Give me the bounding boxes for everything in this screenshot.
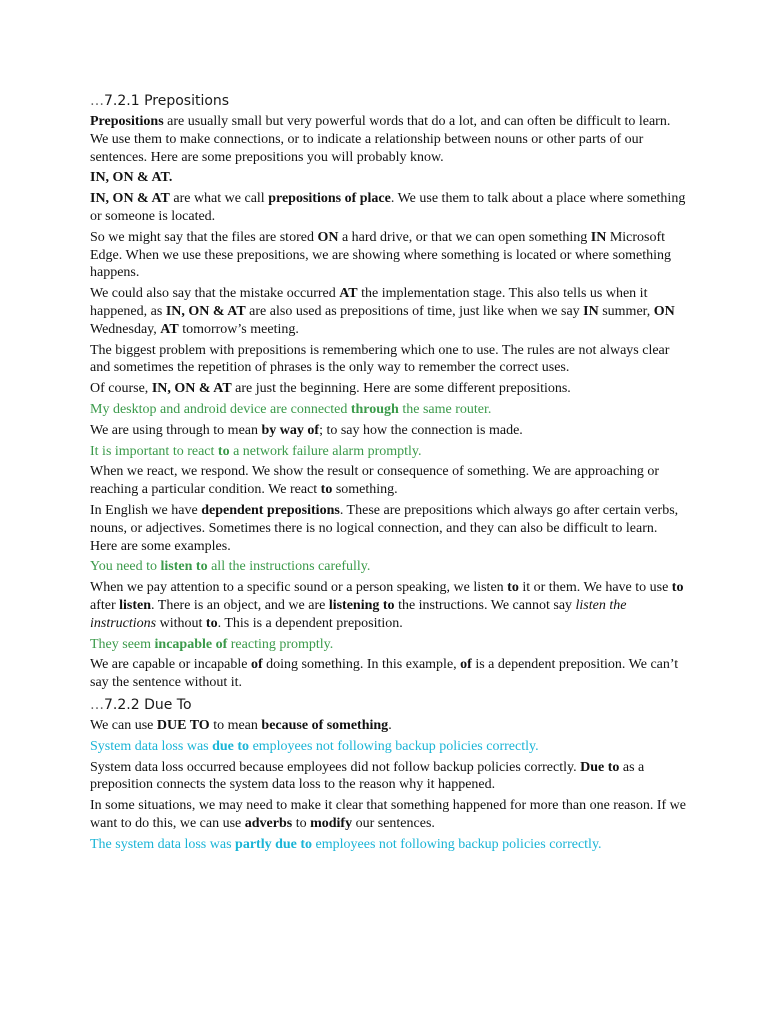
text-run: summer,: [598, 303, 654, 319]
bold-text: incapable of: [154, 636, 228, 652]
text-run: is a dependent preposition. We can’t say the sentence without it.: [90, 657, 679, 691]
text-run: Wednesday,: [90, 321, 161, 337]
text-run: In English we have: [90, 502, 202, 518]
text-run: The biggest problem with prepositions is remembering which one to use. The rules are not always clear and sometimes the repetition of phrases is the only way to remember the correct uses.: [90, 342, 670, 376]
bold-text: listening to: [328, 597, 395, 613]
text-run: the instructions. We cannot say: [394, 597, 576, 613]
bold-text: DUE TO: [156, 717, 210, 733]
text-run: When we pay attention to a specific sound or a person speaking, we listen: [90, 580, 508, 596]
section-heading: [90, 91, 686, 111]
text-run: When we react, we respond. We show the result or consequence of something. We are approaching or reaching a particular condition. We react: [90, 464, 660, 498]
text-run: after: [90, 597, 120, 613]
text-run: our sentences.: [352, 815, 435, 831]
text-run: the implementation stage. This also tells us when it happened, as: [90, 286, 648, 319]
text-run: to: [292, 815, 311, 831]
text-run: . We use them to talk about a place where something or someone is located.: [90, 191, 686, 224]
text-run: System data loss was: [90, 738, 213, 754]
paragraph: [90, 759, 686, 795]
bold-text: adverbs: [244, 815, 293, 831]
text-run: . There is an object, and we are: [151, 597, 329, 613]
example-sentence: [90, 738, 686, 756]
text-run: to mean: [209, 717, 262, 733]
text-run: You need to: [90, 559, 161, 575]
text-run: My desktop and android device are connected: [90, 401, 351, 417]
text-run: as a preposition connects the system data loss to the reason why it happened.: [90, 759, 645, 793]
paragraph: [90, 113, 686, 166]
italic-text: listen the instructions: [90, 597, 627, 631]
bold-text: listen: [119, 597, 152, 613]
text-run: a network failure alarm promptly.: [229, 443, 422, 459]
paragraph: [90, 422, 686, 440]
text-run: something.: [332, 482, 398, 498]
paragraph: [90, 190, 686, 226]
text-run: It is important to react: [90, 443, 218, 459]
text-run: So we might say that the files are stored: [90, 229, 318, 245]
paragraph: [90, 797, 686, 833]
text-run: The system data loss was: [90, 836, 236, 852]
bold-text: to: [320, 482, 333, 498]
section-heading: [90, 695, 686, 715]
paragraph: [90, 229, 686, 282]
bold-text: modify: [310, 815, 353, 831]
bold-text: to: [217, 443, 230, 459]
text-run: without: [156, 615, 206, 631]
text-run: tomorrow’s meeting.: [178, 321, 299, 337]
collapse-marker-icon[interactable]: …: [90, 93, 104, 109]
text-run: . These are prepositions which always go after certain verbs, nouns, or adjectives. Sometimes there is no logical connection, and they can also be difficult to learn. Here are some examples.: [90, 502, 679, 554]
text-run: We can use: [90, 717, 157, 733]
text-run: Microsoft Edge. When we use these prepositions, we are showing where something is located or where something happens.: [90, 229, 671, 281]
bold-text: of: [250, 657, 263, 673]
paragraph: [90, 579, 686, 632]
section-heading-text: 7.2.2 Due To: [104, 696, 192, 713]
section-heading-text: 7.2.1 Prepositions: [104, 93, 230, 109]
bold-text: IN: [590, 229, 607, 245]
bold-text: ON: [317, 229, 339, 245]
text-run: System data loss occurred because employees did not follow backup policies correctly.: [90, 759, 581, 775]
example-sentence: [90, 636, 686, 654]
bold-text: AT: [160, 321, 179, 337]
bold-text: AT: [339, 286, 358, 302]
bold-text: to: [671, 580, 684, 596]
text-run: In some situations, we may need to make it clear that something happened for more than one reason. If we want to do this, we can use: [90, 798, 686, 831]
bold-text: to: [507, 580, 519, 596]
bold-text: dependent prepositions: [201, 502, 340, 518]
text-run: employees not following backup policies correctly.: [249, 738, 539, 754]
bold-text: of: [460, 657, 472, 673]
text-run: are just the beginning. Here are some different prepositions.: [231, 381, 571, 397]
text-run: the same router.: [398, 401, 492, 417]
bold-text: prepositions of place: [268, 191, 391, 207]
bold-text: IN, ON & AT: [90, 191, 170, 207]
paragraph: [90, 380, 686, 398]
text-run: reacting promptly.: [227, 636, 334, 652]
bold-text: Prepositions: [90, 114, 164, 129]
document-page: [90, 91, 686, 856]
paragraph: [90, 463, 686, 499]
text-run: are also used as prepositions of time, just like when we say: [245, 303, 584, 319]
text-run: a hard drive, or that we can open something: [338, 229, 591, 245]
bold-text: because of something: [261, 717, 389, 733]
text-run: it or them. We have to use: [518, 580, 672, 596]
example-sentence: [90, 558, 686, 576]
bold-text: IN, ON & AT.: [90, 170, 173, 186]
paragraph: [90, 169, 686, 187]
text-run: We are using through to mean: [90, 422, 262, 438]
text-run: They seem: [90, 636, 155, 652]
bold-text: Due to: [580, 759, 620, 775]
text-run: ; to say how the connection is made.: [319, 422, 523, 438]
text-run: doing something. In this example,: [262, 657, 461, 673]
example-sentence: [90, 836, 686, 854]
text-run: We could also say that the mistake occurred: [90, 286, 340, 302]
bold-text: partly due to: [235, 836, 313, 852]
paragraph: [90, 502, 686, 555]
paragraph: [90, 717, 686, 735]
bold-text: by way of: [261, 422, 320, 438]
bold-text: through: [350, 401, 399, 417]
bold-text: listen to: [160, 559, 208, 575]
paragraph: [90, 285, 686, 338]
text-run: all the instructions carefully.: [207, 559, 371, 575]
paragraph: [90, 656, 686, 692]
text-run: are usually small but very powerful words that do a lot, and can often be difficult to learn. We use them to make connections, or to indicate a relationship between nouns or other parts of our sentences. Here are some prepositions you will probably know.: [90, 114, 671, 165]
bold-text: ON: [653, 303, 675, 319]
text-run: We are capable or incapable: [90, 657, 251, 673]
bold-text: to: [205, 615, 218, 631]
collapse-marker-icon[interactable]: …: [90, 696, 104, 713]
bold-text: IN, ON & AT: [151, 381, 232, 397]
text-run: . This is a dependent preposition.: [217, 615, 403, 631]
bold-text: IN: [583, 303, 599, 319]
example-sentence: [90, 443, 686, 461]
example-sentence: [90, 401, 686, 419]
text-run: employees not following backup policies correctly.: [312, 836, 602, 852]
paragraph: [90, 342, 686, 378]
text-run: are what we call: [169, 191, 269, 207]
bold-text: due to: [212, 738, 250, 754]
text-run: .: [388, 717, 392, 733]
text-run: Of course,: [90, 381, 152, 397]
bold-text: IN, ON & AT: [165, 303, 246, 319]
